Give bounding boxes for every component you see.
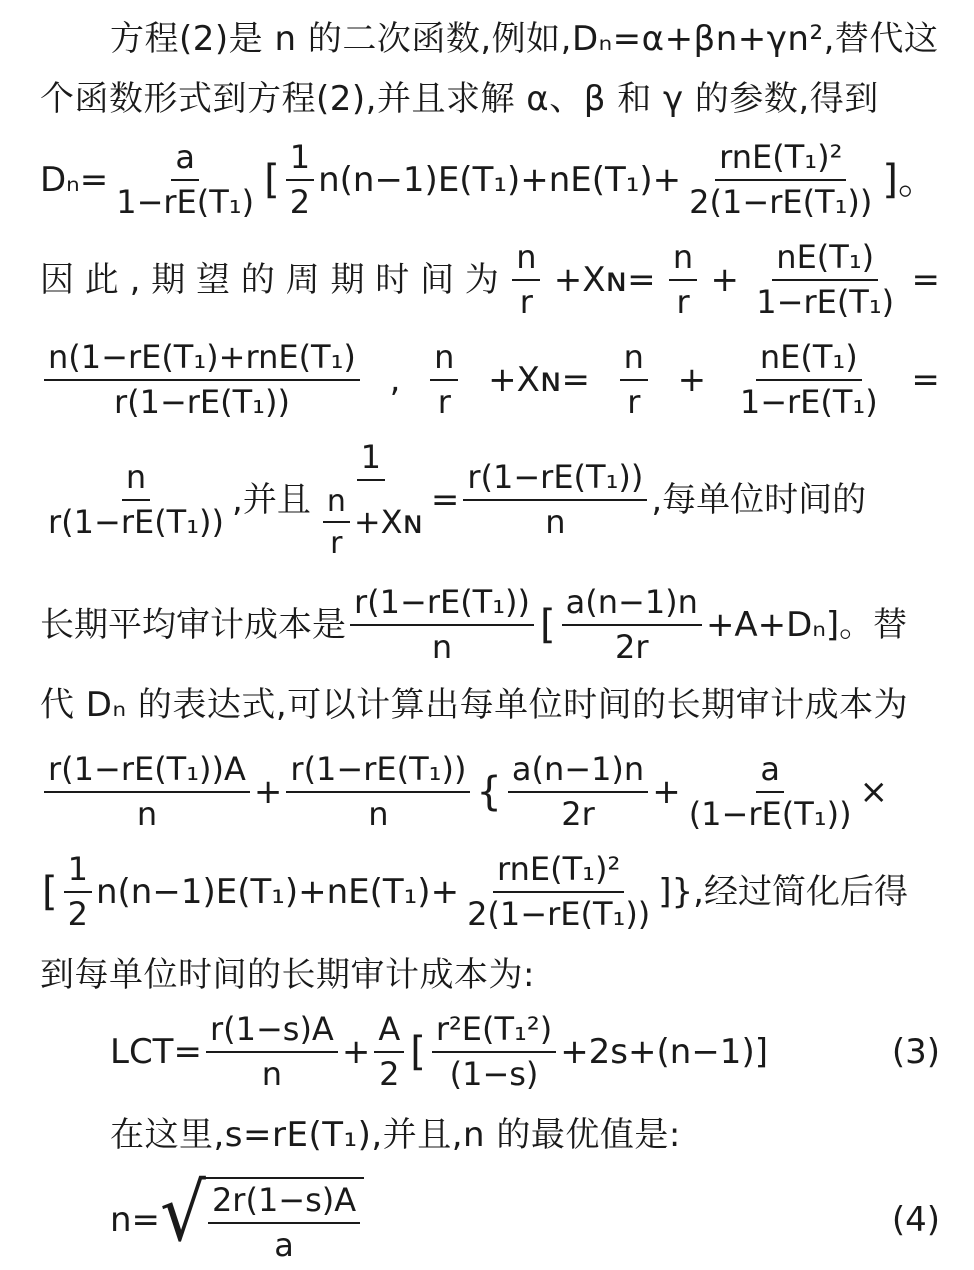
math-text: +2s+(n−1)] [560, 1032, 768, 1072]
numerator: a(n−1)n [562, 585, 702, 625]
fraction [374, 1012, 404, 1091]
paragraph-text: 方程(2)是 n 的二次函数,例如,Dₙ=α+βn+γn²,替代这 [110, 19, 939, 59]
numerator: nE(T₁) [772, 240, 878, 280]
fraction [512, 240, 540, 319]
formula-line-6 [40, 440, 940, 560]
fraction [463, 852, 654, 931]
bracket: [ [264, 157, 280, 203]
numerator: nE(T₁) [756, 340, 862, 380]
numerator: A [374, 1012, 404, 1052]
formula-line-9 [40, 752, 940, 832]
formula-line-7 [40, 585, 940, 665]
denominator: r [676, 282, 690, 321]
text-line-11 [40, 955, 940, 995]
math-text: Dₙ= [40, 160, 109, 200]
math-text: + [341, 1032, 371, 1072]
denominator: n [545, 502, 566, 541]
numerator: r²E(T₁²) [432, 1012, 556, 1052]
fraction [64, 852, 92, 931]
numerator: r(1−s)A [206, 1012, 338, 1052]
fraction [286, 140, 314, 219]
denominator: n [368, 794, 389, 833]
equation-number: (4) [891, 1200, 940, 1240]
bracket: [ [42, 869, 58, 915]
denominator: 1−rE(T₁) [739, 382, 878, 421]
paragraph-text: 在这里,s=rE(T₁),并且,n 的最优值是: [110, 1115, 681, 1155]
denominator: 2 [379, 1054, 400, 1093]
fraction [323, 485, 350, 560]
equation-4 [110, 1166, 940, 1264]
fraction [44, 460, 228, 539]
numerator: r(1−rE(T₁)) [463, 460, 647, 500]
denominator: r [437, 382, 451, 421]
fraction [44, 340, 360, 419]
radical-sign: √ [160, 1166, 206, 1259]
math-text: = [430, 480, 460, 520]
denominator: n [136, 794, 158, 833]
denominator: 2 [67, 894, 88, 933]
fraction [44, 752, 250, 831]
fraction [208, 1183, 360, 1262]
paragraph-text: ,并且 [232, 480, 311, 520]
paragraph-text: ,每单位时间的 [651, 480, 867, 520]
numerator: a(n−1)n [508, 752, 648, 792]
math-text: +Xɴ= [553, 260, 656, 300]
numerator: 1 [64, 852, 92, 892]
denominator: 2r [561, 794, 595, 833]
math-text: + [253, 772, 283, 812]
numerator: r(1−rE(T₁)) [286, 752, 470, 792]
math-text: n= [110, 1200, 161, 1240]
formula-line-5 [40, 340, 940, 420]
equation-3 [110, 1012, 940, 1092]
denominator: r [519, 282, 533, 321]
denominator: (1−s) [449, 1054, 539, 1093]
paragraph-text: 长期平均审计成本是 [40, 605, 346, 645]
text-line-13 [110, 1115, 940, 1155]
fraction [752, 240, 898, 319]
numerator: n [430, 340, 458, 380]
denominator: 2(1−rE(T₁)) [689, 182, 873, 221]
denominator [315, 481, 427, 560]
denominator: a [274, 1225, 294, 1264]
math-text: +Xɴ= [488, 360, 590, 400]
math-text: n(n−1)E(T₁)+nE(T₁)+ [95, 872, 460, 912]
numerator: n [620, 340, 648, 380]
math-text: + [710, 260, 739, 300]
fraction [685, 752, 856, 831]
numerator: 1 [286, 140, 314, 180]
fraction [562, 585, 702, 664]
paragraph-text: 代 Dₙ 的表达式,可以计算出每单位时间的长期审计成本为 [40, 685, 909, 725]
numerator: a [171, 140, 199, 180]
fraction [685, 140, 876, 219]
math-text: + [677, 360, 707, 400]
numerator: n [669, 240, 697, 280]
denominator: n [261, 1054, 283, 1093]
fraction [669, 240, 697, 319]
numerator: n [122, 460, 150, 500]
denominator: 2 [289, 182, 311, 221]
bracket: [ [410, 1029, 426, 1075]
fraction [112, 140, 258, 219]
denominator: 1−rE(T₁) [116, 182, 255, 221]
math-text: +A+Dₙ]。替 [705, 605, 908, 645]
numerator: n [512, 240, 540, 280]
text-line-8 [40, 685, 940, 725]
fraction [350, 585, 534, 664]
fraction [620, 340, 648, 419]
numerator: rnE(T₁)² [715, 140, 846, 180]
paragraph-text: ]},经过简化后得 [658, 872, 908, 912]
denominator: 1−rE(T₁) [756, 282, 895, 321]
sqrt-symbol [160, 1166, 364, 1264]
math-text: = [911, 260, 940, 300]
fraction [508, 752, 648, 831]
formula-line-10 [40, 852, 940, 932]
numerator: r(1−rE(T₁))A [44, 752, 250, 792]
fraction [736, 340, 882, 419]
math-text: + [652, 772, 681, 812]
paragraph-text: 个函数形式到方程(2),并且求解 α、β 和 γ 的参数,得到 [40, 79, 879, 119]
numerator: r(1−rE(T₁)) [350, 585, 534, 625]
fraction [315, 440, 427, 559]
fraction [286, 752, 470, 831]
fraction [463, 460, 647, 539]
math-text: LCT= [110, 1032, 202, 1072]
paragraph-text: 因 此 , 期 望 的 周 期 时 间 为 [40, 260, 499, 300]
denominator: r [330, 525, 343, 561]
numerator: n(1−rE(T₁)+rnE(T₁) [44, 340, 360, 380]
fraction [430, 340, 458, 419]
numerator: a [756, 752, 784, 792]
text-line-2 [40, 79, 940, 119]
formula-dn [40, 140, 940, 220]
fraction [206, 1012, 338, 1091]
denominator: (1−rE(T₁)) [688, 794, 852, 833]
numerator: 1 [357, 440, 385, 480]
brace: { [476, 769, 502, 815]
fraction [432, 1012, 556, 1091]
denominator: r [627, 382, 641, 421]
denominator: r(1−rE(T₁)) [48, 502, 225, 541]
bracket: [ [540, 602, 556, 648]
math-text: , [389, 360, 401, 400]
math-text: × [859, 772, 889, 812]
bracket: ]。 [882, 157, 938, 203]
text-line-1 [110, 19, 939, 59]
math-text: +Xɴ [353, 502, 423, 541]
paragraph-text: 到每单位时间的长期审计成本为: [40, 955, 535, 995]
denominator: 2r [615, 627, 649, 666]
radicand [204, 1177, 364, 1262]
denominator: 2(1−rE(T₁)) [467, 894, 651, 933]
formula-cycle-time [40, 240, 940, 320]
math-text: = [911, 360, 940, 400]
denominator: n [431, 627, 453, 666]
denominator: r(1−rE(T₁)) [113, 382, 290, 421]
equation-number: (3) [891, 1032, 940, 1072]
numerator: n [323, 485, 350, 523]
numerator: 2r(1−s)A [208, 1183, 360, 1223]
numerator: rnE(T₁)² [493, 852, 624, 892]
math-text: n(n−1)E(T₁)+nE(T₁)+ [318, 160, 682, 200]
